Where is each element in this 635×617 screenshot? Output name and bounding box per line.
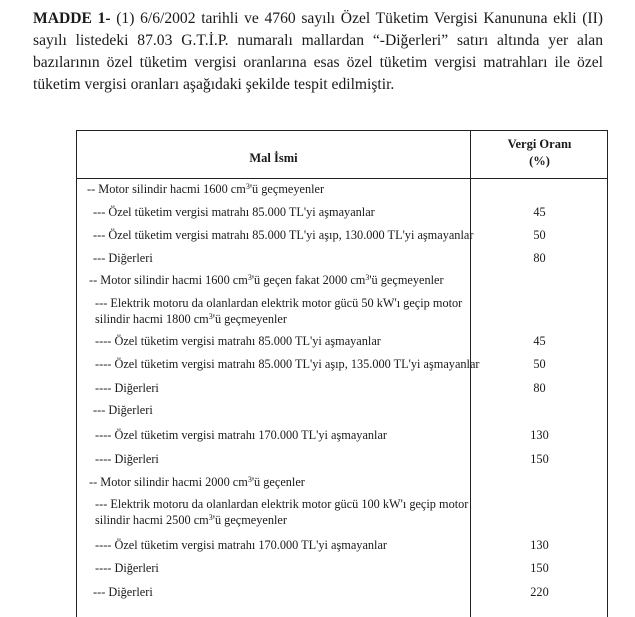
- tax-rate-value: 130: [530, 428, 549, 442]
- product-description: --- Diğerleri: [93, 585, 153, 599]
- product-description: ---- Diğerleri: [95, 561, 159, 575]
- product-description: ---- Özel tüketim vergisi matrahı 85.000 TL'yi aşıp, 135.000 TL'yi aşmayanlar: [95, 357, 480, 371]
- tax-rate-table: [76, 130, 608, 617]
- product-description: ---- Diğerleri: [95, 452, 159, 466]
- tax-rate-value: 220: [530, 585, 549, 599]
- tax-rate-value: 45: [533, 205, 546, 219]
- product-description: --- Elektrik motoru da olanlardan elektrik motor gücü 50 kW'ı geçip motor silindir hacmi 1800 $cm^3'ü$ geçmeyenler: [95, 296, 463, 326]
- tax-rate-value: 150: [530, 452, 549, 466]
- product-description: ---- Özel tüketim vergisi matrahı 170.000 TL'yi aşmayanlar: [95, 538, 388, 552]
- product-description: --- Diğerleri: [93, 251, 153, 265]
- article-text: (1) 6/6/2002 tarihli ve 4760 sayılı Özel Tüketim Vergisi Kanununa ekli (II) sayılı listedeki 87.03 G.T.İ.P. numaralı mallardan “-Diğerleri” satırı altında yer alan bazılarının özel tüketim vergisi oranlarına esas özel tüketim vergisi matrahları ile özel tüketim vergisi oranları aşağıdaki şekilde tespit edilmiştir.: [33, 10, 603, 93]
- tax-rate-value: 130: [530, 538, 549, 552]
- product-description: --- Özel tüketim vergisi matrahı 85.000 TL'yi aşıp, 130.000 TL'yi aşmayanlar: [93, 228, 474, 242]
- header-product-name: Mal İsmi: [249, 151, 298, 165]
- tax-rate-value: 50: [533, 357, 546, 371]
- product-description: -- Motor silindir hacmi 2000 $cm^3'ü$ geçenler: [89, 475, 305, 489]
- header-divider: [77, 178, 607, 179]
- article-paragraph: [33, 8, 603, 96]
- product-description: --- Elektrik motoru da olanlardan elektrik motor gücü 100 kW'ı geçip motor silindir hacmi 2500 $cm^3'ü$ geçmeyenler: [95, 497, 469, 527]
- tax-rate-value: 45: [533, 334, 546, 348]
- product-description: -- Motor silindir hacmi 1600 $cm^3'ü$ geçen fakat 2000 $cm^3'ü$ geçmeyenler: [89, 273, 444, 287]
- header-tax-rate: Vergi Oranı (%): [507, 137, 572, 168]
- tax-rate-value: 80: [533, 381, 546, 395]
- product-description: ---- Özel tüketim vergisi matrahı 170.000 TL'yi aşmayanlar: [95, 428, 388, 442]
- article-lead: MADDE 1-: [33, 10, 111, 27]
- product-description: ---- Diğerleri: [95, 381, 159, 395]
- product-description: --- Özel tüketim vergisi matrahı 85.000 TL'yi aşmayanlar: [93, 205, 375, 219]
- product-description: -- Motor silindir hacmi 1600 $cm^3'ü$ geçmeyenler: [87, 182, 325, 196]
- tax-rate-value: 50: [533, 228, 546, 242]
- product-description: ---- Özel tüketim vergisi matrahı 85.000 TL'yi aşmayanlar: [95, 334, 381, 348]
- product-description: --- Diğerleri: [93, 403, 153, 417]
- tax-rate-value: 150: [530, 561, 549, 575]
- tax-rate-value: 80: [533, 251, 546, 265]
